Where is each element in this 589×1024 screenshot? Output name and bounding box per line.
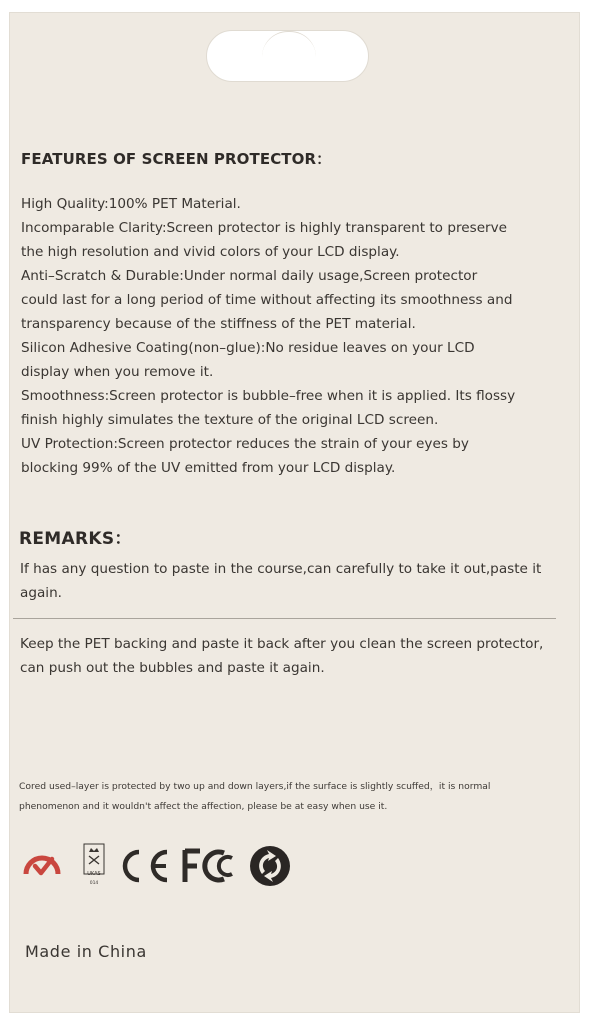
green-dot-icon: [248, 844, 292, 888]
feature-line: High Quality:100% PET Material.: [21, 196, 241, 212]
fine-print: [19, 777, 559, 817]
ce-text: CE: [117, 847, 119, 848]
divider: [13, 618, 556, 619]
fine-print-line: Cored used–layer is protected by two up and down layers,if the surface is slightly scuffed，it is normal: [19, 781, 491, 792]
quality-mark-icon: [22, 846, 62, 886]
fcc-mark-icon: [182, 847, 238, 885]
ce-mark-icon: [117, 847, 173, 885]
certification-logos: [22, 843, 322, 889]
remark-line: again.: [20, 585, 63, 601]
remarks-title: REMARKS：: [19, 529, 132, 549]
ukas-number: 014: [89, 881, 99, 886]
remark-line: can push out the bubbles and paste it again.: [20, 660, 325, 676]
feature-line: the high resolution and vivid colors of your LCD display.: [21, 244, 400, 260]
made-in-label: Made in China: [25, 942, 147, 961]
ukas-mark: [83, 843, 105, 889]
fc-text: FC: [182, 847, 184, 848]
remark-line: Keep the PET backing and paste it back after you clean the screen protector,: [20, 636, 544, 652]
features-list: [21, 192, 541, 480]
feature-line: could last for a long period of time without affecting its smoothness and: [21, 292, 513, 308]
remark-paragraph-1: [20, 557, 560, 605]
remark-paragraph-2: [20, 632, 560, 680]
feature-line: Incomparable Clarity:Screen protector is highly transparent to preserve: [21, 220, 508, 236]
feature-line: finish highly simulates the texture of the original LCD screen.: [21, 412, 439, 428]
feature-line: transparency because of the stiffness of the PET material.: [21, 316, 416, 332]
ukas-label: UKAS: [87, 871, 101, 877]
feature-line: UV Protection:Screen protector reduces the strain of your eyes by: [21, 436, 469, 452]
features-title: FEATURES OF SCREEN PROTECTOR：: [21, 150, 332, 168]
feature-line: display when you remove it.: [21, 364, 214, 380]
remark-line: If has any question to paste in the course,can carefully to take it out,paste it: [20, 561, 542, 577]
feature-line: Anti–Scratch & Durable:Under normal daily usage,Screen protector: [21, 268, 478, 284]
feature-line: Silicon Adhesive Coating(non–glue):No residue leaves on your LCD: [21, 340, 475, 356]
fine-print-line: phenomenon and it wouldn't affect the affection, please be at easy when use it.: [19, 801, 388, 812]
feature-line: Smoothness:Screen protector is bubble–free when it is applied. Its flossy: [21, 388, 516, 404]
feature-line: blocking 99% of the UV emitted from your LCD display.: [21, 460, 396, 476]
